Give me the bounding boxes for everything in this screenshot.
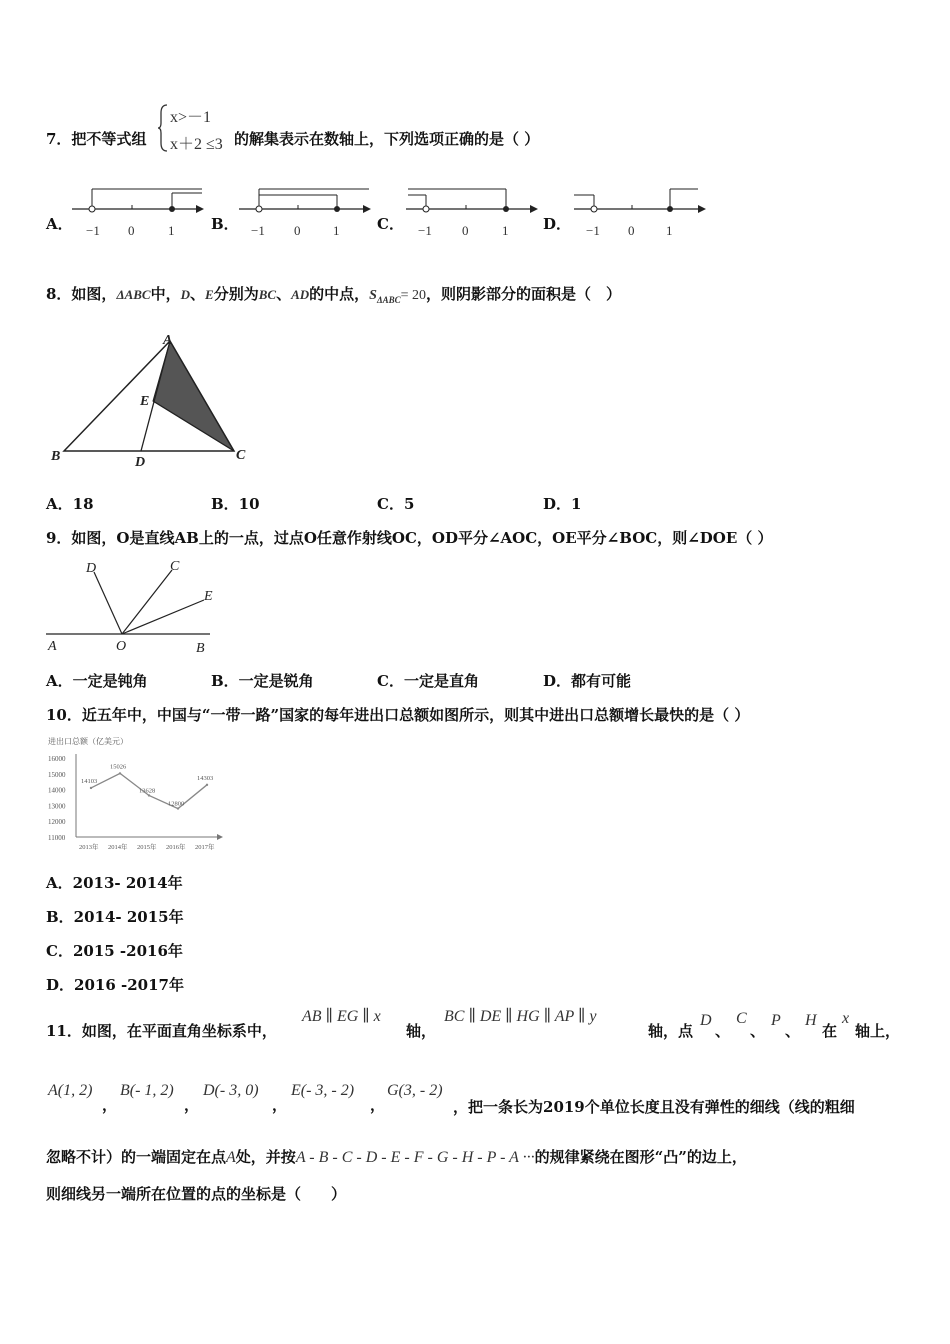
chart-point (177, 807, 179, 809)
q11-line3-a (46, 1146, 747, 1167)
q7-option-d-numberline (564, 183, 714, 243)
q8-area-s: S (369, 288, 377, 303)
q7-option-a-label: A． (46, 215, 73, 233)
q8-point-d: D (180, 287, 191, 302)
chart-data-label: 12800 (168, 800, 185, 808)
q7-ineq-line2: x＋2 ≤3 (170, 136, 223, 153)
q8-prefix: 8．如图， (46, 285, 117, 303)
chart-data-label: 14303 (197, 774, 214, 782)
q10-option-d[interactable]: D．2016 -2017年 (46, 976, 184, 994)
q11-math-bc-de-hg-ap-y: BC ∥ DE ∥ HG ∥ AP ∥ y (444, 1008, 597, 1025)
q11-sep-c: 、 (750, 1022, 766, 1040)
chart-point (206, 784, 208, 786)
tick-label: −1 (586, 223, 600, 238)
chart-data-label: 14103 (81, 777, 98, 785)
q11-comma3: ， (272, 1096, 288, 1114)
tick-label: −1 (418, 223, 432, 238)
q11-line1 (46, 1020, 277, 1041)
q11-point-c: C (736, 1010, 747, 1027)
chart-title: 进出口总额（亿美元） (48, 737, 128, 746)
tick-label: 0 (128, 223, 135, 238)
chart-point (90, 787, 92, 789)
q8-sep1: 、 (190, 285, 206, 303)
q11-line3-path: A - B - C - D - E - F - G - H - P - A ··· (295, 1149, 535, 1166)
chart-x-tick-label: 2015年 (137, 844, 157, 851)
chart-point (119, 772, 121, 774)
q10-question: 10．近五年中，中国与“一带一路”国家的每年进出口总额如图所示，则其中进出口总额增长最快的是（ ） (46, 706, 750, 724)
q11-point-e-coord: E(- 3, - 2) (291, 1082, 355, 1099)
q11-line4: 则细线另一端所在位置的点的坐标是（ ） (46, 1185, 347, 1203)
chart-point (148, 794, 150, 796)
tick-label: 0 (628, 223, 635, 238)
q7-option-b-numberline (229, 183, 379, 243)
q7-option-b-label: B． (211, 215, 239, 233)
q11-text-axis3: 轴上， (855, 1022, 901, 1040)
tick-label: 0 (294, 223, 301, 238)
q9-label-b: B (196, 641, 205, 656)
q7-prefix: 7．把不等式组 (46, 130, 147, 148)
q10-option-a[interactable]: A．2013- 2014年 (46, 874, 183, 892)
q8-sep2: 、 (276, 285, 292, 303)
chart-y-tick-label: 12000 (48, 818, 66, 827)
q11-point-d-coord: D(- 3, 0) (203, 1082, 259, 1099)
q9-option-b[interactable]: B．一定是锐角 (211, 672, 314, 690)
q8-label-e: E (140, 394, 150, 409)
q11-sep-d: 、 (715, 1022, 731, 1040)
q11-line2-text: ，把一条长为2019个单位长度且没有弹性的细线（线的粗细 (453, 1098, 855, 1116)
q8-suffix: ，则阴影部分的面积是（ ） (426, 285, 622, 303)
q8-label-d: D (135, 455, 146, 470)
q8-segment-ad: AD (291, 287, 310, 302)
q9-label-a: A (48, 639, 57, 654)
q11-line3-point-a: A (226, 1149, 236, 1166)
tick-label: −1 (251, 223, 265, 238)
q9-option-c[interactable]: C．一定是直角 (377, 672, 479, 690)
chart-y-tick-label: 11000 (48, 834, 66, 842)
q11-line3-start: 忽略不计）的一端固定在点 (46, 1148, 227, 1166)
q7-option-d-label: D． (543, 215, 572, 233)
chart-x-tick-label: 2016年 (166, 844, 186, 851)
q10-option-b[interactable]: B．2014- 2015年 (46, 908, 184, 926)
q11-math-ab-eg-x: AB ∥ EG ∥ x (302, 1008, 381, 1025)
chart-data-label: 13628 (139, 787, 156, 795)
chart-y-tick-label: 16000 (48, 755, 66, 763)
q8-option-c[interactable]: C．5 (377, 495, 415, 513)
q7-option-c-label: C． (377, 215, 404, 233)
chart-y-tick-label: 14000 (48, 786, 66, 795)
chart-x-tick-label: 2014年 (108, 844, 128, 851)
q9-question: 9．如图，O是直线AB上的一点，过点O任意作射线OC，OD平分∠AOC，OE平分∠BOC，则∠DOE（ ） (46, 529, 773, 547)
chart-x-arrow (217, 834, 223, 840)
q8-label-a: A (163, 333, 173, 348)
chart-x-tick-label: 2013年 (79, 844, 99, 851)
chart-y-tick-label: 13000 (48, 802, 66, 811)
q10-option-c[interactable]: C．2015 -2016年 (46, 942, 183, 960)
q11-text-axis2: 轴，点 (648, 1022, 694, 1040)
q11-point-h: H (805, 1012, 817, 1029)
q11-comma4: ， (370, 1096, 386, 1114)
chart-x-tick-label: 2017年 (195, 844, 215, 851)
tick-label: 1 (666, 223, 673, 238)
q11-point-b-coord: B(- 1, 2) (120, 1082, 174, 1099)
q8-mid1: 中， (150, 285, 181, 303)
q8-point-e: E (205, 287, 214, 302)
q8-triangle-abc: ΔABC (116, 287, 151, 302)
q7-ineq-line1: x>－1 (170, 109, 212, 126)
q11-comma1: ， (102, 1096, 118, 1114)
q8-mid2: 分别为 (213, 285, 259, 303)
q8-segment-bc: BC (258, 287, 277, 302)
q8-area-sub: ΔABC (376, 295, 401, 305)
q9-angle-figure (44, 552, 224, 662)
tick-label: 1 (333, 223, 340, 238)
q9-label-e: E (204, 589, 213, 604)
q9-option-d[interactable]: D．都有可能 (543, 672, 632, 690)
tick-label: −1 (86, 223, 100, 238)
q11-point-p: P (771, 1012, 781, 1029)
q8-question (46, 283, 621, 305)
q11-text-on: 在 (822, 1022, 838, 1040)
chart-y-tick-label: 15000 (48, 770, 66, 779)
q7-brace-icon (157, 103, 169, 153)
q8-option-b[interactable]: B．10 (211, 495, 260, 513)
q11-text-axis1: 轴， (406, 1022, 437, 1040)
q10-line-chart (46, 732, 228, 852)
q11-point-g-coord: G(3, - 2) (387, 1082, 443, 1099)
tick-label: 1 (168, 223, 175, 238)
q11-point-d: D (700, 1012, 712, 1029)
q11-point-a-coord: A(1, 2) (48, 1082, 93, 1099)
q8-triangle-figure (44, 330, 264, 475)
q9-option-a[interactable]: A．一定是钝角 (46, 672, 148, 690)
q8-area-value: = 20 (400, 288, 427, 303)
q11-axis-x: x (842, 1010, 850, 1027)
q9-label-o: O (116, 639, 127, 654)
q11-comma2: ， (184, 1096, 200, 1114)
q9-label-c: C (170, 559, 180, 574)
q7-option-c-numberline (396, 183, 546, 243)
q8-label-b: B (51, 449, 61, 464)
q11-sep-p: 、 (785, 1022, 801, 1040)
q11-number: 11．如图，在平面直角坐标系中， (46, 1022, 277, 1040)
q8-label-c: C (236, 448, 246, 463)
chart-data-label: 15026 (110, 763, 127, 771)
q8-mid3: 的中点， (309, 285, 370, 303)
q8-option-d[interactable]: D．1 (543, 495, 582, 513)
q8-option-a[interactable]: A．18 (46, 495, 94, 513)
q11-line3-at: 处，并按 (235, 1148, 296, 1166)
q9-label-d: D (86, 561, 97, 576)
q11-line3-end: 的规律紧绕在图形“凸”的边上， (534, 1148, 747, 1166)
q7-option-a-numberline (62, 183, 212, 243)
tick-label: 1 (502, 223, 509, 238)
tick-label: 0 (462, 223, 469, 238)
q7-suffix: 的解集表示在数轴上，下列选项正确的是（ ） (234, 130, 540, 148)
